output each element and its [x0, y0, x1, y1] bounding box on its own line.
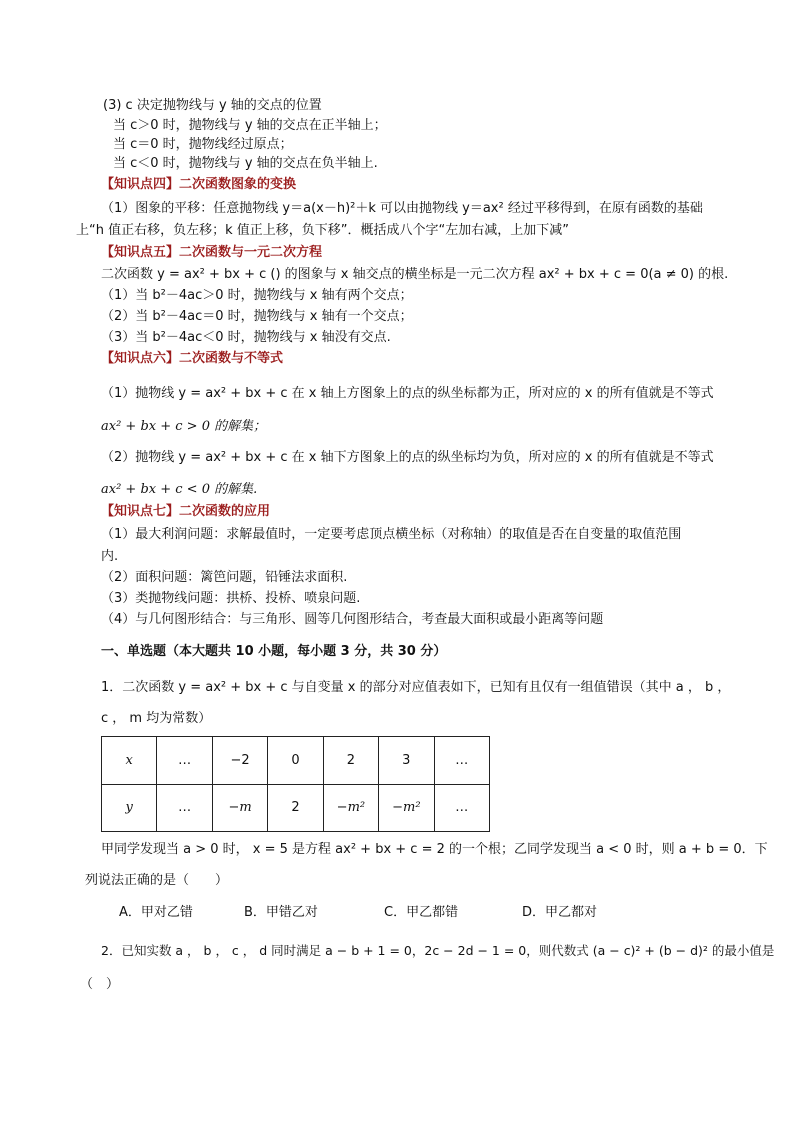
text-line: （4）与几何图形结合：与三角形、圆等几何图形结合，考查最大面积或最小距离等问题 — [101, 612, 604, 627]
text-line: （2）当 b²－4ac＝0 时，抛物线与 x 轴有一个交点； — [101, 309, 413, 324]
value-table — [101, 736, 490, 832]
formula-line: ax² + bx + c < 0 的解集. — [101, 482, 258, 497]
text-line: （3）当 b²－4ac＜0 时，抛物线与 x 轴没有交点. — [101, 330, 391, 345]
table-cell: 2 — [323, 737, 378, 785]
table-cell: x — [102, 737, 157, 785]
table-cell: … — [434, 784, 489, 832]
table-cell: −2 — [212, 737, 267, 785]
section-heading: 一、单选题（本大题共 10 小题，每小题 3 分，共 30 分） — [101, 644, 447, 659]
table-cell: … — [157, 737, 212, 785]
table-cell: 0 — [268, 737, 323, 785]
text-line: （1）当 b²－4ac＞0 时，抛物线与 x 轴有两个交点； — [101, 288, 413, 303]
text-line: 内. — [101, 549, 119, 564]
text-line: （3）类抛物线问题：拱桥、投桥、喷泉问题. — [101, 591, 361, 606]
formula-line: ax² + bx + c > 0 的解集； — [101, 419, 267, 434]
option-b[interactable]: B．甲错乙对 — [244, 905, 318, 920]
option-a[interactable]: A．甲对乙错 — [119, 905, 193, 920]
text-line: （1）图象的平移：任意抛物线 y＝a(x－h)²＋k 可以由抛物线 y＝ax² 经过平移得到，在原有函数的基础 — [101, 201, 703, 216]
question-1-text: 列说法正确的是（ ） — [85, 873, 229, 888]
option-c[interactable]: C．甲乙都错 — [384, 905, 459, 920]
question-1-text: 1．二次函数 y = ax² + bx + c 与自变量 x 的部分对应值表如下，已知有且仅有一组值错误（其中 a ， b ， — [101, 680, 731, 695]
question-2-text: （ ） — [80, 977, 120, 992]
text-line: （2）抛物线 y = ax² + bx + c 在 x 轴下方图象上的点的纵坐标均为负，所对应的 x 的所有值就是不等式 — [101, 450, 714, 465]
knowledge-point-7-heading: 【知识点七】二次函数的应用 — [101, 504, 271, 519]
table-cell: y — [102, 784, 157, 832]
table-cell: … — [434, 737, 489, 785]
table-cell: −m — [212, 784, 267, 832]
table-cell: 2 — [268, 784, 323, 832]
table-row — [102, 784, 490, 832]
text-line: （1）最大利润问题：求解最值时，一定要考虑顶点横坐标（对称轴）的取值是否在自变量的取值范围 — [101, 527, 682, 542]
knowledge-point-5-heading: 【知识点五】二次函数与一元二次方程 — [101, 245, 323, 260]
question-1-text: c ， m 均为常数） — [101, 711, 212, 726]
text-line: （2）面积问题：篱笆问题，铅锤法求面积. — [101, 570, 348, 585]
table-cell: … — [157, 784, 212, 832]
text-line: 当 c＜0 时，抛物线与 y 轴的交点在负半轴上. — [113, 156, 378, 171]
text-line: 上“h 值正右移，负左移；k 值正上移，负下移”．概括成八个字“左加右减，上加下减” — [76, 223, 569, 238]
knowledge-point-4-heading: 【知识点四】二次函数图象的变换 — [101, 177, 297, 192]
table-row — [102, 737, 490, 785]
table-cell: −m² — [379, 784, 434, 832]
text-line: (3) c 决定抛物线与 y 轴的交点的位置 — [103, 98, 322, 113]
table-cell: −m² — [323, 784, 378, 832]
question-1-text: 甲同学发现当 a > 0 时， x = 5 是方程 ax² + bx + c = 2 的一个根；乙同学发现当 a < 0 时，则 a + b = 0．下 — [101, 842, 768, 857]
text-line: （1）抛物线 y = ax² + bx + c 在 x 轴上方图象上的点的纵坐标都为正，所对应的 x 的所有值就是不等式 — [101, 386, 714, 401]
option-d[interactable]: D．甲乙都对 — [522, 905, 598, 920]
text-line: 当 c＞0 时，抛物线与 y 轴的交点在正半轴上； — [113, 118, 387, 133]
knowledge-point-6-heading: 【知识点六】二次函数与不等式 — [101, 351, 284, 366]
question-2-text: 2．已知实数 a ， b ， c ， d 同时满足 a − b + 1 = 0，2c − 2d − 1 = 0，则代数式 (a − c)² + (b − d)² 的最小值是 — [101, 943, 775, 958]
table-cell: 3 — [379, 737, 434, 785]
text-line: 当 c＝0 时，抛物线经过原点； — [113, 137, 293, 152]
text-line: 二次函数 y = ax² + bx + c () 的图象与 x 轴交点的横坐标是一元二次方程 ax² + bx + c = 0(a ≠ 0) 的根. — [101, 267, 729, 282]
